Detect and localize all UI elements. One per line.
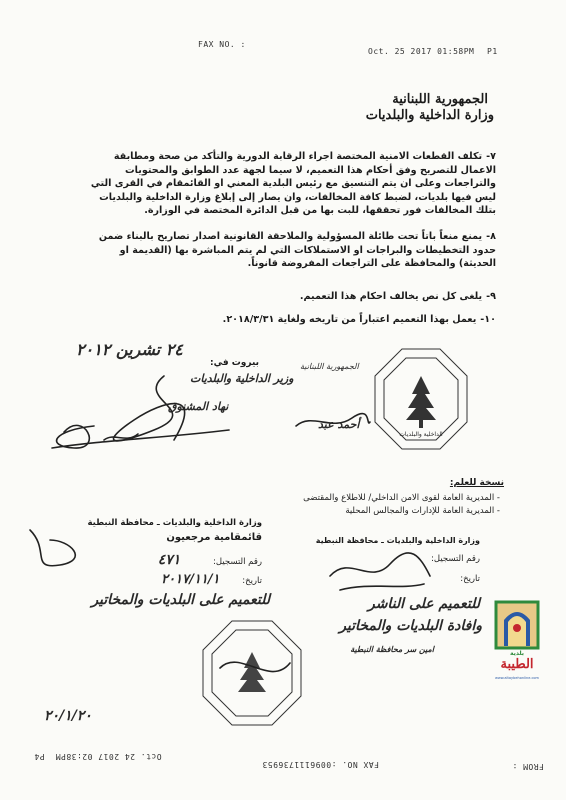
item-line: ليس فيها بلديات، لضبط كافة المخالفات، وان يصار إلى إبلاغ وزارة الداخلية والبلديات [99,191,496,203]
left-margin-scribble [20,520,80,580]
right-stamp-date: تاريخ: [460,574,480,584]
right-stamp-reg: رقم التسجيل: [431,554,480,564]
cedar-icon [238,652,266,692]
stamp-signature-stroke [292,408,372,438]
right-stamp-scribble [320,546,440,596]
item-line: حدود التخطيطات والبراجات او الاستملاكات التي لم يتم المباشرة بها (القديمة او [119,244,496,256]
ministry-stamp [372,346,470,452]
logo-line2: الطيبة [500,657,534,672]
item-line: بتلك المخالفات فور تحققها، للبت بها من قبل الدائرة المختصة في الوزارة. [144,205,496,217]
stamp-side-text: الجمهورية اللبنانية [300,362,359,371]
copy-title: نسخة للعلم: [449,478,504,488]
fax-page: P1 [487,47,498,56]
ministry-heading: وزارة الداخلية والبلديات [365,108,494,123]
left-stamp-office: قائمقامية مرجعيون [166,532,262,543]
minister-signature [44,370,234,460]
item-7 [76,150,496,218]
item-8 [66,230,496,271]
fax-number-label: FAX NO. : [198,40,246,49]
right-stamp-hand1: للتعميم على الناشر [367,596,480,612]
minister-title: وزير الداخلية والبلديات [190,372,294,385]
fax-datetime: Oct. 25 2017 01:58PM [368,47,475,56]
item-line: والتراجعات وعلى ان يتم التنسيق مع رئيس البلدية المعني او القائمقام في القرى التي [90,178,496,190]
item-line: ٨-يمنع منعاً باتاً تحت طائلة المسؤولية والملاحقة القانونية اصدار تصاريح بالبناء ضمن [98,231,496,242]
logo-line1: بلدية [509,650,525,657]
logo-url: www.altaybehonline.com [495,676,539,680]
item-line: الاعمال للتصريح وفق أحكام هذا التعميم، لا سيما لجهة عدد الطوابق والمحتويات [125,164,496,176]
left-stamp-handwritten: للتعميم على البلديات والمخاتير [91,592,270,608]
right-stamp-hand2: وافادة البلديات والمخاتير [339,618,482,634]
item-line: ٧-تكلف القطعات الامنية المختصة اجراء الرقابة الدورية والتأكد من صحة ومطابقة [113,151,496,162]
cedar-icon [406,376,436,420]
fax-footer-datetime: Oct. 24 2017 02:38PM P4 [34,752,162,761]
municipality-logo [492,600,542,682]
left-stamp-ministry: وزارة الداخلية والبلديات ـ محافظة النبطية [87,518,262,528]
handwritten-date: ٢٤ تشرين ٢٠١٢ [76,340,183,359]
beirut-in-label: بيروت في: [210,358,260,368]
minister-name: نهاد المشنوق [168,400,229,413]
stamp-text: الداخلية والبلديات [399,431,443,438]
round-stamp-text: امين سر محافظة النبطية [350,644,434,654]
left-stamp-reg: رقم التسجيل: ٤٧١ [157,552,262,568]
right-stamp-ministry: وزارة الداخلية والبلديات ـ محافظة النبطية [315,536,480,545]
left-stamp-date: تاريخ: ٢٠١٧/١١/١ [161,572,262,587]
round-stamp [200,618,304,728]
copy-item: - المديرية العامة لقوى الامن الداخلي/ للاطلاع والمقتضى [303,493,500,503]
item-line: الحديثة) والمحافظة على التراجعات المفروضة قانوناً. [247,258,496,270]
fax-footer-number: FAX NO. :0096111736953 [262,760,379,769]
item-9: ٩-يلغى كل نص يخالف احكام هذا التعميم. [299,291,496,302]
copy-list [250,492,500,518]
bottom-handwritten-date: ٢٠/١/٢٠ [44,708,92,724]
item-10: ١٠-يعمل بهذا التعميم اعتباراً من تاريخه ولغاية ٢٠١٨/٣/٣١. [222,314,496,325]
copy-item: - المديرية العامة للإدارات والمجالس المحلية [345,506,500,516]
stamp-signature: أحمد عبد [318,418,360,431]
fax-footer-from: FROM : [512,762,544,771]
republic-heading: الجمهورية اللبنانية [392,92,488,107]
